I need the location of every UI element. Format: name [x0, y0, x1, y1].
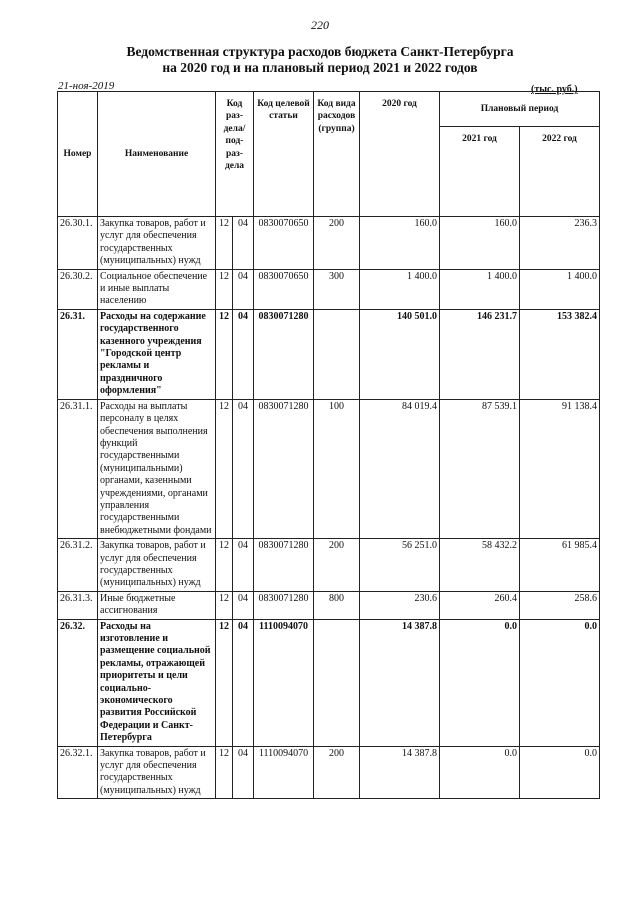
table-body: [58, 217, 600, 799]
row-amount-2022: 236.3: [520, 217, 600, 270]
row-expense-type: 300: [314, 269, 360, 309]
title-line-2: на 2020 год и на плановый период 2021 и 2022 годов: [162, 60, 478, 75]
document-date: 21-ноя-2019: [58, 80, 115, 92]
row-expense-type: 800: [314, 591, 360, 619]
row-subsection: 04: [233, 217, 254, 270]
row-number: 26.31.3.: [58, 591, 98, 619]
document-title: [0, 44, 640, 76]
header-section: Код раз-дела/ под-раз-дела: [216, 92, 254, 217]
table-row: [58, 309, 600, 399]
row-expense-type: [314, 619, 360, 746]
header-number: Номер: [58, 92, 98, 217]
row-subsection: 04: [233, 619, 254, 746]
row-amount-2021: 0.0: [440, 746, 520, 799]
row-target-article: 0830070650: [254, 217, 314, 270]
title-line-1: Ведомственная структура расходов бюджета Санкт-Петербурга: [126, 44, 514, 59]
table-row: [58, 539, 600, 592]
row-expense-type: 100: [314, 399, 360, 538]
row-expense-type: [314, 309, 360, 399]
row-target-article: 1110094070: [254, 746, 314, 799]
row-expense-type: 200: [314, 746, 360, 799]
row-amount-2020: 160.0: [360, 217, 440, 270]
row-section: 12: [216, 269, 233, 309]
row-subsection: 04: [233, 399, 254, 538]
table-row: [58, 619, 600, 746]
row-amount-2022: 0.0: [520, 746, 600, 799]
row-amount-2021: 260.4: [440, 591, 520, 619]
row-name: Закупка товаров, работ и услуг для обеспечения государственных (муниципальных) нужд: [98, 746, 216, 799]
row-number: 26.31.: [58, 309, 98, 399]
row-name: Расходы на изготовление и размещение социальной рекламы, отражающей приоритеты и цели социально-экономического развития Российской Федерации и Санкт-Петербурга: [98, 619, 216, 746]
row-amount-2022: 1 400.0: [520, 269, 600, 309]
row-amount-2020: 14 387.8: [360, 619, 440, 746]
row-amount-2021: 87 539.1: [440, 399, 520, 538]
row-amount-2022: 258.6: [520, 591, 600, 619]
row-subsection: 04: [233, 746, 254, 799]
row-number: 26.32.1.: [58, 746, 98, 799]
budget-table: [57, 91, 600, 799]
row-target-article: 0830071280: [254, 399, 314, 538]
row-target-article: 0830070650: [254, 269, 314, 309]
table-row: [58, 269, 600, 309]
row-subsection: 04: [233, 591, 254, 619]
table-row: [58, 591, 600, 619]
row-number: 26.30.1.: [58, 217, 98, 270]
row-amount-2020: 230.6: [360, 591, 440, 619]
header-2020: 2020 год: [360, 92, 440, 217]
row-subsection: 04: [233, 309, 254, 399]
row-amount-2021: 146 231.7: [440, 309, 520, 399]
row-name: Иные бюджетные ассигнования: [98, 591, 216, 619]
row-amount-2021: 58 432.2: [440, 539, 520, 592]
row-amount-2022: 61 985.4: [520, 539, 600, 592]
row-expense-type: 200: [314, 539, 360, 592]
row-section: 12: [216, 619, 233, 746]
row-amount-2022: 153 382.4: [520, 309, 600, 399]
header-name: Наименование: [98, 92, 216, 217]
row-name: Закупка товаров, работ и услуг для обеспечения государственных (муниципальных) нужд: [98, 217, 216, 270]
table-row: [58, 399, 600, 538]
table-row: [58, 217, 600, 270]
row-amount-2021: 1 400.0: [440, 269, 520, 309]
row-amount-2020: 140 501.0: [360, 309, 440, 399]
row-name: Расходы на выплаты персоналу в целях обеспечения выполнения функций государственными (муниципальными) органами, казенными учреждениями, органами управления государственными внебюджетными фондами: [98, 399, 216, 538]
row-name: Расходы на содержание государственного казенного учреждения "Городской центр рекламы и праздничного оформления": [98, 309, 216, 399]
row-amount-2020: 84 019.4: [360, 399, 440, 538]
row-number: 26.32.: [58, 619, 98, 746]
row-amount-2020: 56 251.0: [360, 539, 440, 592]
row-target-article: 1110094070: [254, 619, 314, 746]
header-planned-period: Плановый период: [440, 92, 600, 127]
row-number: 26.30.2.: [58, 269, 98, 309]
row-target-article: 0830071280: [254, 309, 314, 399]
row-number: 26.31.1.: [58, 399, 98, 538]
row-name: Закупка товаров, работ и услуг для обеспечения государственных (муниципальных) нужд: [98, 539, 216, 592]
row-amount-2022: 91 138.4: [520, 399, 600, 538]
row-amount-2021: 160.0: [440, 217, 520, 270]
row-expense-type: 200: [314, 217, 360, 270]
row-number: 26.31.2.: [58, 539, 98, 592]
row-amount-2021: 0.0: [440, 619, 520, 746]
row-section: 12: [216, 217, 233, 270]
row-section: 12: [216, 539, 233, 592]
row-section: 12: [216, 309, 233, 399]
row-section: 12: [216, 746, 233, 799]
row-name: Социальное обеспечение и иные выплаты населению: [98, 269, 216, 309]
header-2021: 2021 год: [440, 127, 520, 217]
row-subsection: 04: [233, 269, 254, 309]
row-target-article: 0830071280: [254, 539, 314, 592]
header-csr: Код целевой статьи: [254, 92, 314, 217]
header-vr: Код вида расходов (группа): [314, 92, 360, 217]
page-number: 220: [311, 18, 329, 32]
row-section: 12: [216, 399, 233, 538]
row-section: 12: [216, 591, 233, 619]
row-amount-2020: 14 387.8: [360, 746, 440, 799]
table-row: [58, 746, 600, 799]
units-label: (тыс. руб.): [531, 84, 578, 95]
row-target-article: 0830071280: [254, 591, 314, 619]
header-2022: 2022 год: [520, 127, 600, 217]
row-subsection: 04: [233, 539, 254, 592]
row-amount-2022: 0.0: [520, 619, 600, 746]
row-amount-2020: 1 400.0: [360, 269, 440, 309]
